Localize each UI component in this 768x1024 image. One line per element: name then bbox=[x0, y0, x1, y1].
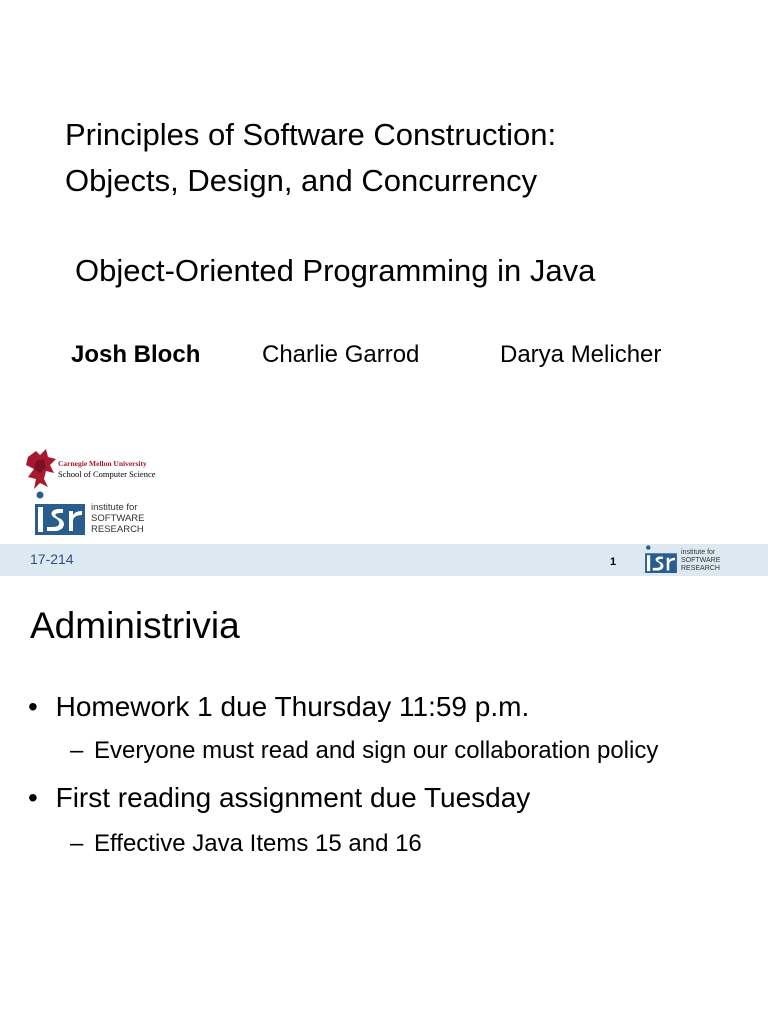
bullet-dot-icon: • bbox=[28, 782, 38, 813]
page-number: 1 bbox=[610, 556, 617, 568]
bullet-item bbox=[28, 689, 529, 725]
bullet-item bbox=[28, 780, 530, 816]
sub-bullet-text: Effective Java Items 15 and 16 bbox=[94, 830, 422, 857]
sub-bullet-item bbox=[70, 735, 658, 767]
cmu-griffin-logo bbox=[24, 447, 60, 493]
slide-title-line1: Principles of Software Construction: bbox=[65, 117, 557, 152]
isr-text-line2: SOFTWARE bbox=[91, 513, 145, 524]
cmu-wordmark bbox=[58, 459, 156, 479]
administrivia-title: Administrivia bbox=[30, 605, 240, 646]
isr-small-text-line2: SOFTWARE bbox=[681, 557, 721, 564]
bullet-text: Homework 1 due Thursday 11:59 p.m. bbox=[55, 691, 530, 722]
bullet-dot-icon: • bbox=[28, 691, 38, 722]
dash-icon: – bbox=[70, 737, 84, 764]
dash-icon: – bbox=[70, 830, 84, 857]
isr-mark-icon bbox=[35, 491, 85, 535]
slide-subtitle: Object-Oriented Programming in Java bbox=[75, 253, 596, 288]
isr-small-text-line1: institute for bbox=[681, 549, 716, 556]
isr-text-line3: RESEARCH bbox=[91, 524, 144, 535]
isr-logo bbox=[35, 491, 144, 535]
author-darya-melicher: Darya Melicher bbox=[500, 341, 662, 368]
slide-title-line2: Objects, Design, and Concurrency bbox=[65, 163, 538, 198]
isr-wordmark bbox=[91, 502, 144, 535]
sub-bullet-text: Everyone must read and sign our collaboration policy bbox=[94, 737, 659, 764]
isr-mark-small-icon bbox=[645, 545, 677, 573]
cmu-school-name: School of Computer Science bbox=[58, 469, 156, 479]
isr-text-line1: institute for bbox=[91, 502, 138, 513]
bullet-text: First reading assignment due Tuesday bbox=[55, 782, 531, 813]
isr-small-wordmark bbox=[681, 549, 720, 573]
sub-bullet-item bbox=[70, 828, 422, 860]
isr-small-text-line3: RESEARCH bbox=[681, 565, 720, 572]
author-josh-bloch: Josh Bloch bbox=[71, 341, 201, 368]
author-charlie-garrod: Charlie Garrod bbox=[262, 341, 420, 368]
cmu-university-name: Carnegie Mellon University bbox=[58, 459, 147, 468]
slide-title bbox=[65, 112, 556, 204]
course-code: 17-214 bbox=[30, 551, 74, 567]
isr-logo-small bbox=[645, 545, 720, 573]
